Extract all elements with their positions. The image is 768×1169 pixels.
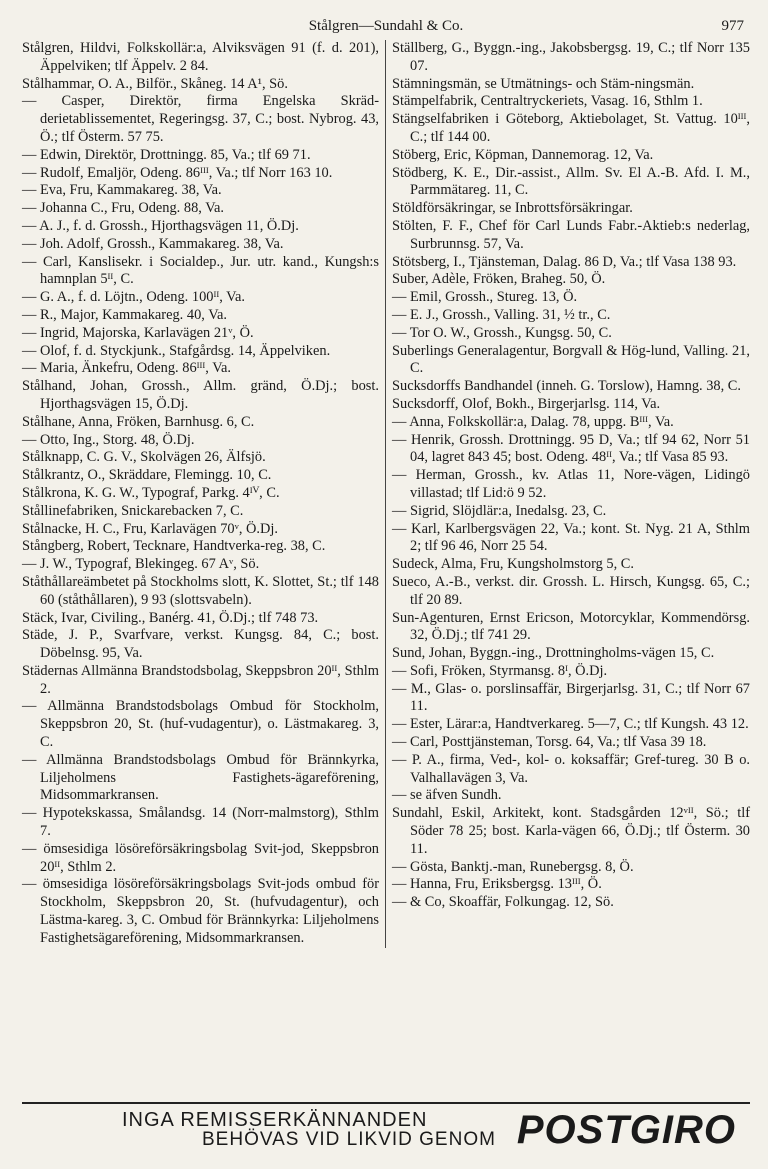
directory-entry: — Rudolf, Emaljör, Odeng. 86ᴵᴵᴵ, Va.; tlf Norr 163 10. xyxy=(22,164,333,181)
directory-entry: Stängselfabriken i Göteborg, Aktiebolaget, St. Vattug. 10ᴵᴵᴵ, C.; tlf 144 00. xyxy=(392,111,750,145)
directory-entry: Stämpelfabrik, Centraltryckeriets, Vasag. 16, Sthlm 1. xyxy=(392,93,703,110)
directory-entry: — ömsesidiga lösöreförsäkringsbolag Svit-jod, Skeppsbron 20ᴵᴵ, Sthlm 2. xyxy=(22,840,379,875)
ad-line-2: BEHÖVAS VID LIKVID GENOM xyxy=(202,1129,496,1150)
directory-entry: Stölten, F. F., Chef för Carl Lunds Fabr.-Aktieb:s nederlag, Surbrunnsg. 57, Va. xyxy=(392,217,750,252)
directory-entry: Stötsberg, I., Tjänsteman, Dalag. 86 D, Va.; tlf Vasa 138 93. xyxy=(392,253,737,270)
directory-entry: — E. J., Grossh., Valling. 31, ½ tr., C. xyxy=(392,306,611,323)
directory-entry: Sucksdorffs Bandhandel (inneh. G. Torslow), Hamng. 38, C. xyxy=(392,378,741,395)
directory-entry: Ståthållareämbetet på Stockholms slott, K. Slottet, St.; tlf 148 60 (ståthållaren), 9 93 (slottsvabeln). xyxy=(22,573,379,608)
directory-entry: Stångberg, Robert, Tecknare, Handtverka-reg. 38, C. xyxy=(22,538,326,555)
directory-entry: Sund, Johan, Byggn.-ing., Drottningholms-vägen 15, C. xyxy=(392,645,715,662)
directory-entry: Stöldförsäkringar, se Inbrottsförsäkringar. xyxy=(392,200,633,217)
directory-entry: — G. A., f. d. Löjtn., Odeng. 100ᴵᴵ, Va. xyxy=(22,289,245,306)
directory-entry: — Casper, Direktör, firma Engelska Skräd-derietablissementet, Regeringsg. 37, C.; bost. Nybrog. 43, Ö.; tlf Österm. 57 75. xyxy=(22,93,379,145)
directory-entry: — Anna, Folkskollär:a, Dalag. 78, uppg. Bᴵᴵᴵ, Va. xyxy=(392,413,674,430)
directory-entry: — Carl, Posttjänsteman, Torsg. 64, Va.; tlf Vasa 39 18. xyxy=(392,734,707,751)
directory-entry: — Hanna, Fru, Eriksbergsg. 13ᴵᴵᴵ, Ö. xyxy=(392,876,602,893)
directory-entry: — se äfven Sundh. xyxy=(392,787,502,804)
directory-entry: — Hypotekskassa, Smålandsg. 14 (Norr-malmstorg), Sthlm 7. xyxy=(22,805,379,840)
directory-entry: — Karl, Karlbergsvägen 22, Va.; kont. St. Nyg. 21 A, Sthlm 2; tlf 96 46, Norr 25 54. xyxy=(392,520,750,555)
directory-entry: Stålgren, Hildvi, Folkskollär:a, Alviksvägen 91 (f. d. 201), Äppelviken; tlf Äppelv. 2 84. xyxy=(22,40,379,74)
directory-entry: — Maria, Änkefru, Odeng. 86ᴵᴵᴵ, Va. xyxy=(22,360,231,377)
directory-entry: — Herman, Grossh., kv. Atlas 11, Nore-vägen, Lidingö villastad; tlf Lid:ö 9 52. xyxy=(392,467,750,501)
page-header xyxy=(22,14,750,40)
right-column xyxy=(386,40,750,948)
directory-entry: Suber, Adèle, Fröken, Braheg. 50, Ö. xyxy=(392,271,606,288)
directory-entry: — Sofi, Fröken, Styrmansg. 8ᴵ, Ö.Dj. xyxy=(392,662,608,679)
directory-entry: Stålhand, Johan, Grossh., Allm. gränd, Ö.Dj.; bost. Hjorthagsvägen 15, Ö.Dj. xyxy=(22,378,379,412)
directory-entry: — Olof, f. d. Styckjunk., Stafgårdsg. 14, Äppelviken. xyxy=(22,342,331,359)
directory-entry: — Tor O. W., Grossh., Kungsg. 50, C. xyxy=(392,324,612,341)
directory-entry: Sudeck, Alma, Fru, Kungsholmstorg 5, C. xyxy=(392,556,634,573)
directory-entry: — Gösta, Banktj.-man, Runebergsg. 8, Ö. xyxy=(392,858,634,875)
directory-entry: — A. J., f. d. Grossh., Hjorthagsvägen 11, Ö.Dj. xyxy=(22,217,299,234)
directory-entry: — Joh. Adolf, Grossh., Kammakareg. 38, Va. xyxy=(22,235,284,252)
directory-entry: — P. A., firma, Ved-, kol- o. koksaffär; Gref-tureg. 30 B o. Valhallavägen 3, Va. xyxy=(392,751,750,786)
directory-entry: — Ester, Lärar:a, Handtverkareg. 5—7, C.; tlf Kungsh. 43 12. xyxy=(392,716,749,733)
directory-entry: Stålhane, Anna, Fröken, Barnhusg. 6, C. xyxy=(22,413,255,430)
directory-entry: Städe, J. P., Svarfvare, verkst. Kungsg. 84, C.; bost. Döbelnsg. 95, Va. xyxy=(22,627,379,662)
directory-entry: — Allmänna Brandstodsbolags Ombud för Brännkyrka, Liljeholmens Fastighets-ägareförening, Midsommarkransen. xyxy=(22,751,379,804)
directory-entry: Stöberg, Eric, Köpman, Dannemorag. 12, Va. xyxy=(392,146,654,163)
directory-entry: — Allmänna Brandstodsbolags Ombud för Stockholm, Skeppsbron 20, St. (huf-vudagentur), o. Lästmakareg. 3, C. xyxy=(22,698,379,751)
ad-text xyxy=(22,1110,517,1150)
directory-entry: Stämningsmän, se Utmätnings- och Stäm-ningsmän. xyxy=(392,75,695,92)
directory-entry: — Henrik, Grossh. Drottningg. 95 D, Va.; tlf 94 62, Norr 51 04, lagret 843 45; bost. Odeng. 48ᴵᴵ, Va.; tlf Vasa 85 93. xyxy=(392,431,750,466)
directory-entry: — Eva, Fru, Kammakareg. 38, Va. xyxy=(22,182,222,199)
left-column xyxy=(22,40,386,948)
directory-entry: Stålkrantz, O., Skräddare, Flemingg. 10, C. xyxy=(22,467,272,484)
running-title: Stålgren—Sundahl & Co. xyxy=(308,18,464,34)
directory-entry: — Emil, Grossh., Stureg. 13, Ö. xyxy=(392,289,578,306)
directory-entry: Stålkrona, K. G. W., Typograf, Parkg. 4ᴵⱽ, C. xyxy=(22,484,280,501)
directory-entry: — Sigrid, Slöjdlär:a, Inedalsg. 23, C. xyxy=(392,502,607,519)
directory-entry: Stödberg, K. E., Dir.-assist., Allm. Sv. El A.-B. Afd. I. M., Parmmätareg. 11, C. xyxy=(392,164,750,199)
directory-entry: Sueco, A.-B., verkst. dir. Grossh. L. Hirsch, Kungsg. 65, C.; tlf 20 89. xyxy=(392,573,750,608)
postgiro-logo: POSTGIRO xyxy=(516,1107,736,1152)
directory-entry: — Ingrid, Majorska, Karlavägen 21ᵛ, Ö. xyxy=(22,324,254,341)
ad-line-1: INGA REMISSERKÄNNANDEN xyxy=(122,1109,428,1131)
directory-entry: Sun-Agenturen, Ernst Ericson, Motorcyklar, Kommendörsg. 32, Ö.Dj.; tlf 741 29. xyxy=(392,609,750,644)
directory-entry: Stålknapp, C. G. V., Skolvägen 26, Älfsjö. xyxy=(22,449,266,466)
directory-entry: — R., Major, Kammakareg. 40, Va. xyxy=(22,306,227,323)
directory-entry: Stäck, Ivar, Civiling., Banérg. 41, Ö.Dj.; tlf 748 73. xyxy=(22,609,319,626)
directory-entry: — ömsesidiga lösöreförsäkringsbolags Svit-jods ombud för Stockholm, Skeppsbron 20, St. (hufvudagentur), och Lästma-kareg. 3, C. Ombud för Brännkyrka: Liljeholmens Fastighetsägareförening, Midsommarkransen. xyxy=(22,876,379,946)
postgiro-advertisement xyxy=(22,1102,750,1156)
directory-entry: Stållinefabriken, Snickarebacken 7, C. xyxy=(22,502,244,519)
directory-entry: — Otto, Ing., Storg. 48, Ö.Dj. xyxy=(22,431,195,448)
directory-entry: — Carl, Kanslisekr. i Socialdep., Jur. utr. kand., Kungsh:s hamnplan 5ᴵᴵ, C. xyxy=(22,253,379,288)
directory-entry: Ställberg, G., Byggn.-ing., Jakobsbergsg. 19, C.; tlf Norr 135 07. xyxy=(392,40,750,74)
directory-entry: — M., Glas- o. porslinsaffär, Birgerjarlsg. 31, C.; tlf Norr 67 11. xyxy=(392,680,750,715)
columns xyxy=(22,40,750,948)
directory-entry: Stålnacke, H. C., Fru, Karlavägen 70ᵛ, Ö.Dj. xyxy=(22,520,279,537)
directory-entry: — & Co, Skoaffär, Folkungag. 12, Sö. xyxy=(392,894,614,911)
directory-entry: — J. W., Typograf, Blekingeg. 67 Aᵛ, Sö. xyxy=(22,556,260,573)
directory-entry: Stålhammar, O. A., Bilför., Skåneg. 14 A¹, Sö. xyxy=(22,75,288,92)
directory-entry: Sundahl, Eskil, Arkitekt, kont. Stadsgården 12ᵛᴵᴵ, Sö.; tlf Söder 78 25; bost. Karla-vägen 66, Ö.Dj.; tlf Österm. 30 11. xyxy=(392,805,750,857)
directory-entry: Sucksdorff, Olof, Bokh., Birgerjarlsg. 114, Va. xyxy=(392,395,661,412)
directory-entry: — Johanna C., Fru, Odeng. 88, Va. xyxy=(22,200,224,217)
page-number: 977 xyxy=(721,18,744,34)
directory-entry: Städernas Allmänna Brandstodsbolag, Skeppsbron 20ᴵᴵ, Sthlm 2. xyxy=(22,662,379,697)
directory-entry: Suberlings Generalagentur, Borgvall & Hög-lund, Valling. 21, C. xyxy=(392,342,750,377)
directory-entry: — Edwin, Direktör, Drottningg. 85, Va.; tlf 69 71. xyxy=(22,146,311,163)
